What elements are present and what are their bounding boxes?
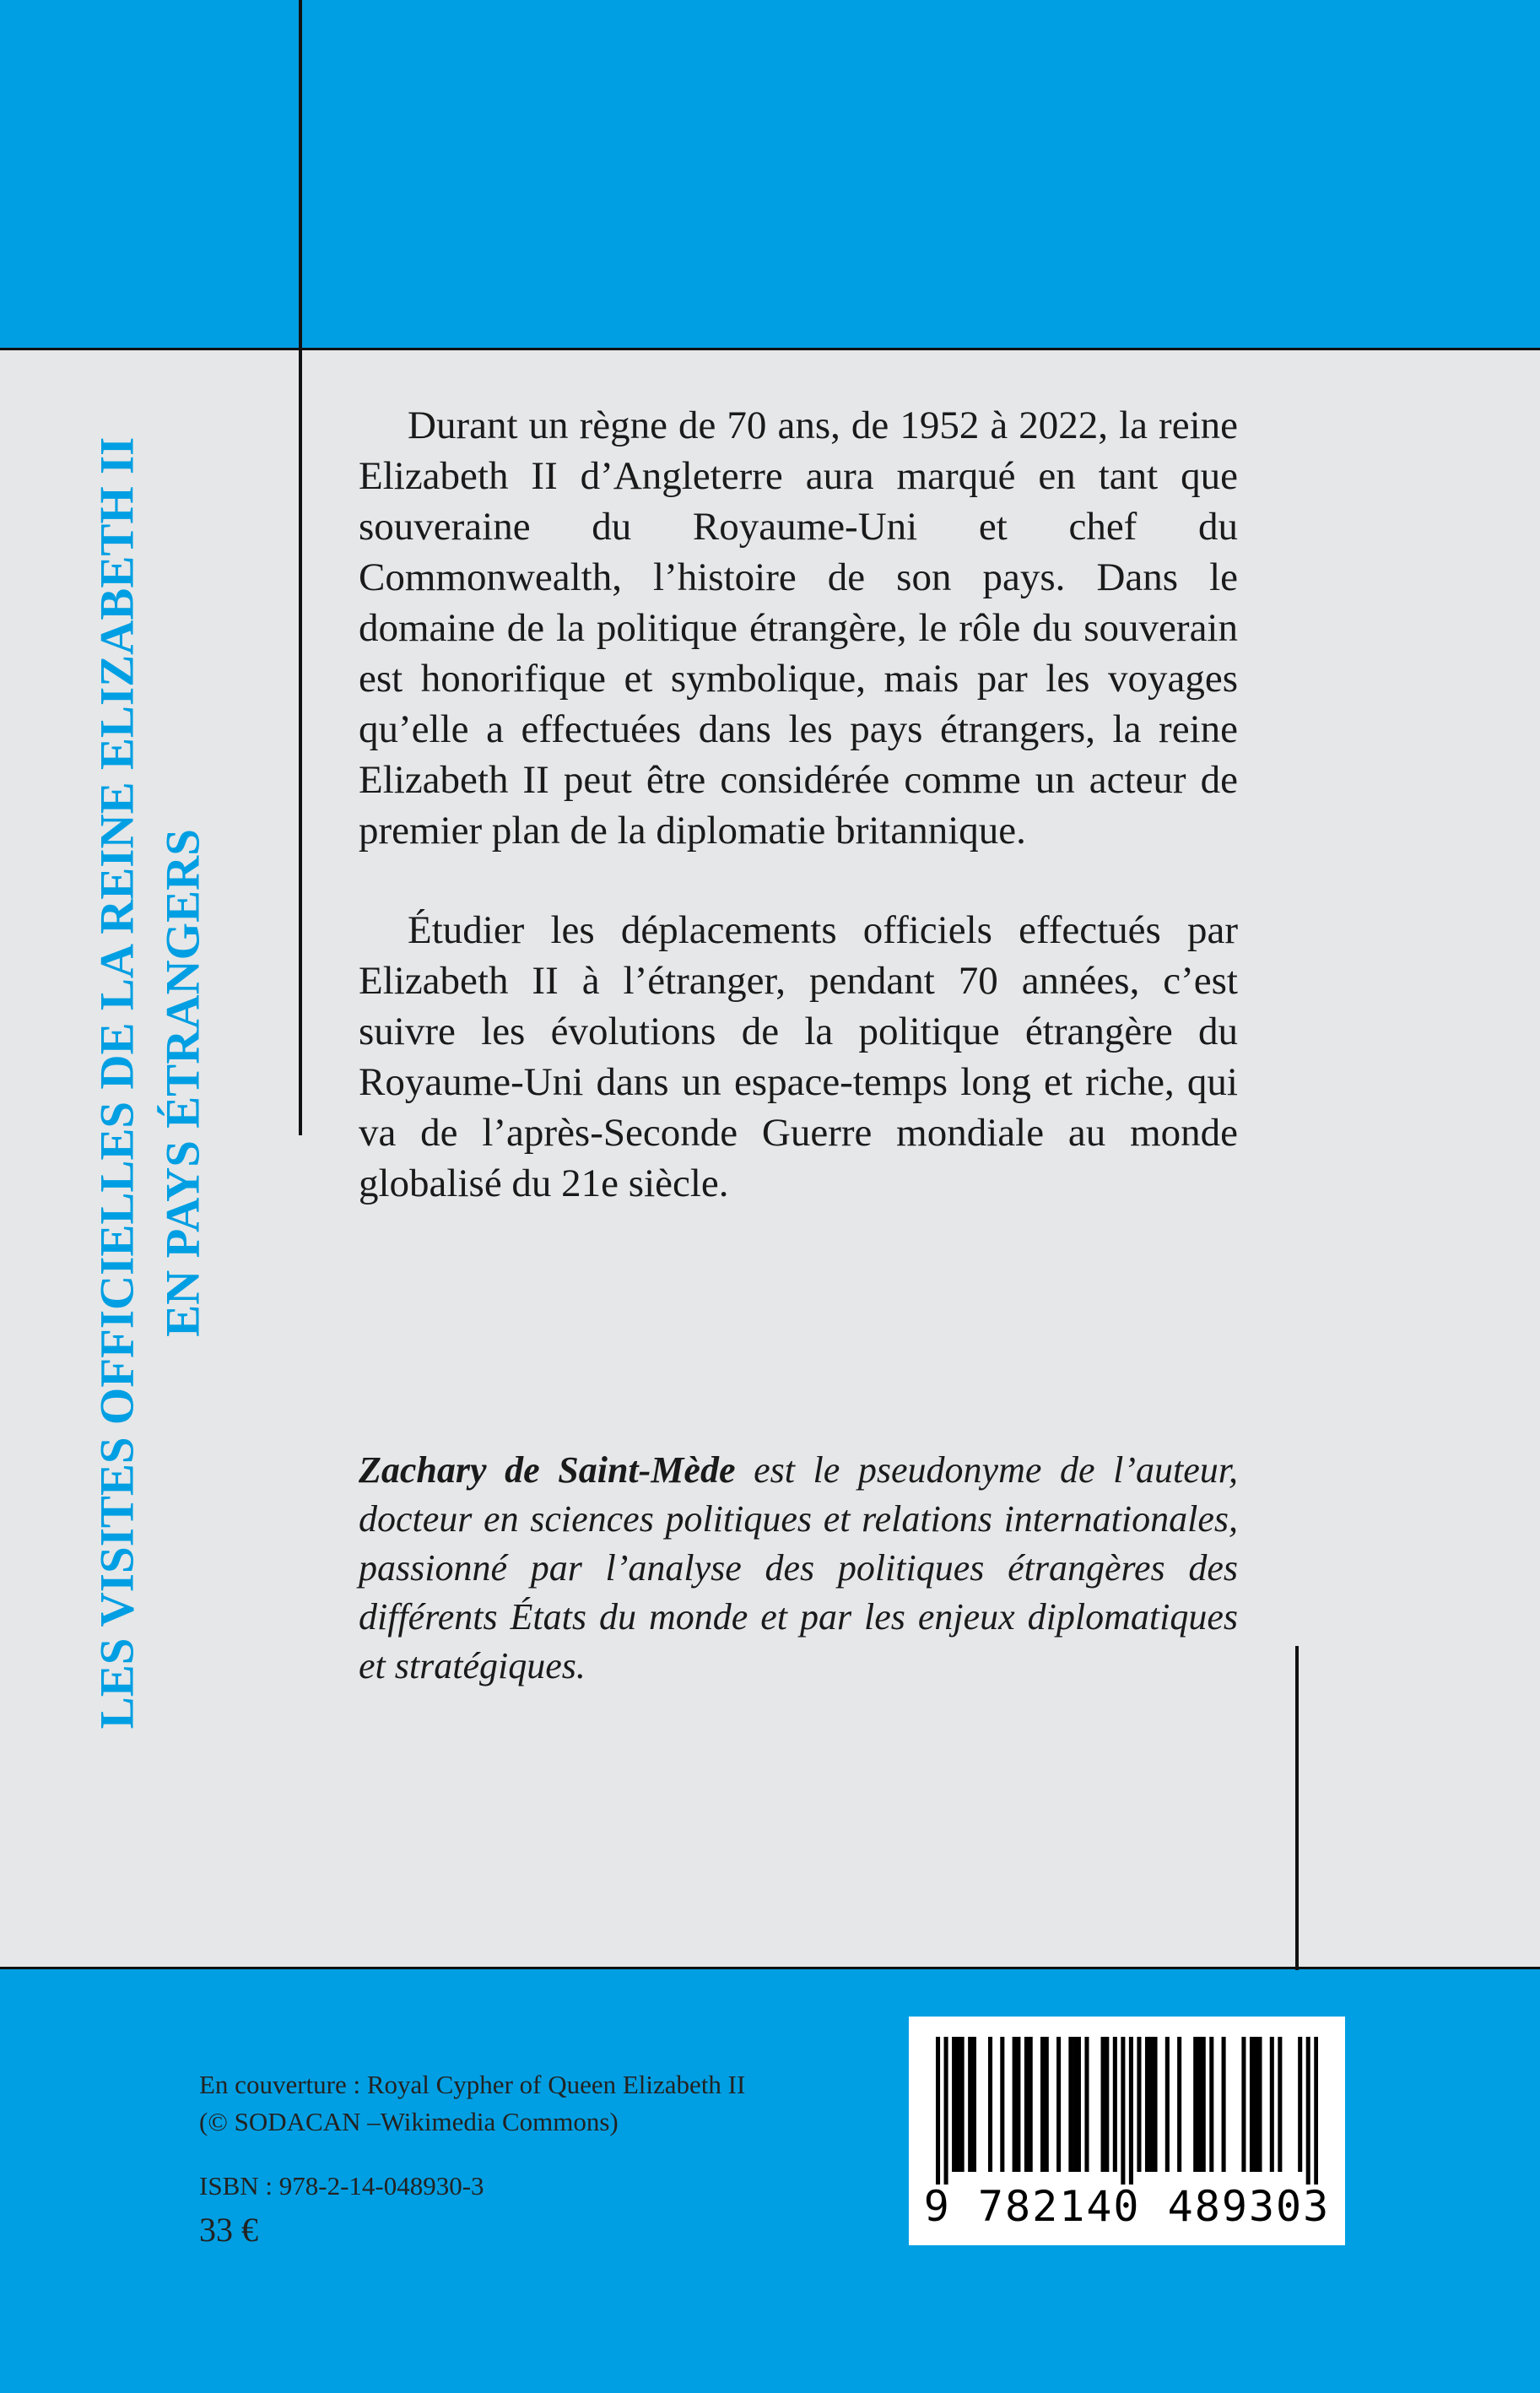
barcode-bar (1105, 2037, 1109, 2172)
barcode-number: 9 782140 489303 (923, 2182, 1331, 2231)
spine-title-line2: EN PAYS ÉTRANGERS (156, 829, 209, 1337)
author-name: Zachary de Saint-Mède (359, 1449, 736, 1491)
credits-line-1: En couverture : Royal Cypher of Queen Elizabeth II (199, 2070, 746, 2099)
barcode-bar (1177, 2037, 1181, 2172)
barcode-bar (988, 2037, 992, 2172)
barcode-bar (936, 2037, 940, 2185)
barcode-bar (1278, 2037, 1282, 2172)
barcode-bars (936, 2037, 1318, 2185)
top-color-band (0, 0, 1540, 349)
blurb-paragraph-1: Durant un règne de 70 ans, de 1952 à 2022, la reine Elizabeth II d’Angleterre aura marqué en tant que souveraine du Royaume-Uni et chef du Commonwealth, l’histoire de son pays. Dans le domaine de la politique étrangère, le rôle du souverain est honorifique et symbolique, mais par les voyages qu’elle a effectuées dans les pays étrangers, la reine Elizabeth II peut être considérée comme un acteur de premier plan de la diplomatie britannique. (359, 403, 1238, 853)
barcode-bar (944, 2037, 948, 2185)
spine-title-line1: LES VISITES OFFICIELLES DE LA REINE ELIZABETH II (90, 436, 143, 1730)
barcode-bar (1129, 2037, 1133, 2185)
barcode-bar (1016, 2037, 1020, 2172)
barcode-bar (1314, 2037, 1318, 2185)
barcode-bar (1193, 2037, 1197, 2172)
barcode-bar (972, 2037, 976, 2172)
barcode-bar (1222, 2037, 1226, 2172)
barcode-bar (960, 2037, 965, 2172)
barcode-bar (1068, 2037, 1073, 2172)
barcode (909, 2017, 1345, 2245)
barcode-bar (956, 2037, 960, 2172)
vertical-rule-bottom (1295, 1646, 1299, 1970)
barcode-bar (1241, 2037, 1246, 2172)
barcode-bar (1145, 2037, 1149, 2172)
barcode-bar (1257, 2037, 1262, 2172)
barcode-bar (1165, 2037, 1170, 2172)
barcode-bar (1056, 2037, 1061, 2172)
barcode-bar (1113, 2037, 1117, 2172)
author-bio (359, 1446, 1238, 1691)
barcode-bar (1250, 2037, 1254, 2172)
barcode-bar (1153, 2037, 1157, 2172)
barcode-bar (1045, 2037, 1049, 2172)
barcode-bar (1270, 2037, 1274, 2172)
author-bio-text: est le pseudonyme de l’auteur, docteur en sciences politiques et relations internationales, passionné par l’analyse des politiques étrangères des différents États du monde et par les enjeux diplomatiques et stratégiques. (359, 1449, 1238, 1686)
cover-credits (199, 2066, 745, 2141)
barcode-bar (1024, 2037, 1029, 2172)
horizontal-rule-bottom (0, 1967, 1540, 1969)
isbn-text: ISBN : 978-2-14-048930-3 (199, 2171, 484, 2201)
barcode-bar (1149, 2037, 1154, 2172)
barcode-bar (1040, 2037, 1045, 2172)
back-cover-blurb (359, 400, 1238, 1209)
barcode-bar (1013, 2037, 1017, 2172)
credits-line-2: (© SODACAN –Wikimedia Commons) (199, 2107, 619, 2136)
barcode-bar (968, 2037, 972, 2172)
barcode-bar (1000, 2037, 1004, 2172)
barcode-bar (1101, 2037, 1105, 2172)
blurb-paragraph-2: Étudier les déplacements officiels effectués par Elizabeth II à l’étranger, pendant 70 années, c’est suivre les évolutions de la politique étrangère du Royaume-Uni dans un espace-temps long et riche, qui va de l’après-Seconde Guerre mondiale au monde globalisé du 21e siècle. (359, 908, 1238, 1205)
barcode-bar (1121, 2037, 1125, 2185)
barcode-bar (1298, 2037, 1302, 2172)
barcode-bar (952, 2037, 956, 2172)
barcode-bar (1029, 2037, 1033, 2172)
barcode-bar (1209, 2037, 1213, 2172)
vertical-rule-top (299, 0, 302, 1135)
barcode-bar (1197, 2037, 1202, 2172)
barcode-bar (1202, 2037, 1206, 2172)
barcode-bar (1073, 2037, 1077, 2172)
barcode-bar (1084, 2037, 1089, 2172)
horizontal-rule-top (0, 348, 1540, 350)
spine-title (83, 420, 218, 1746)
barcode-bar (1137, 2037, 1141, 2172)
barcode-bar (1254, 2037, 1258, 2172)
barcode-bar (1077, 2037, 1081, 2172)
barcode-bar (1306, 2037, 1310, 2185)
price-text: 33 € (199, 2211, 258, 2249)
